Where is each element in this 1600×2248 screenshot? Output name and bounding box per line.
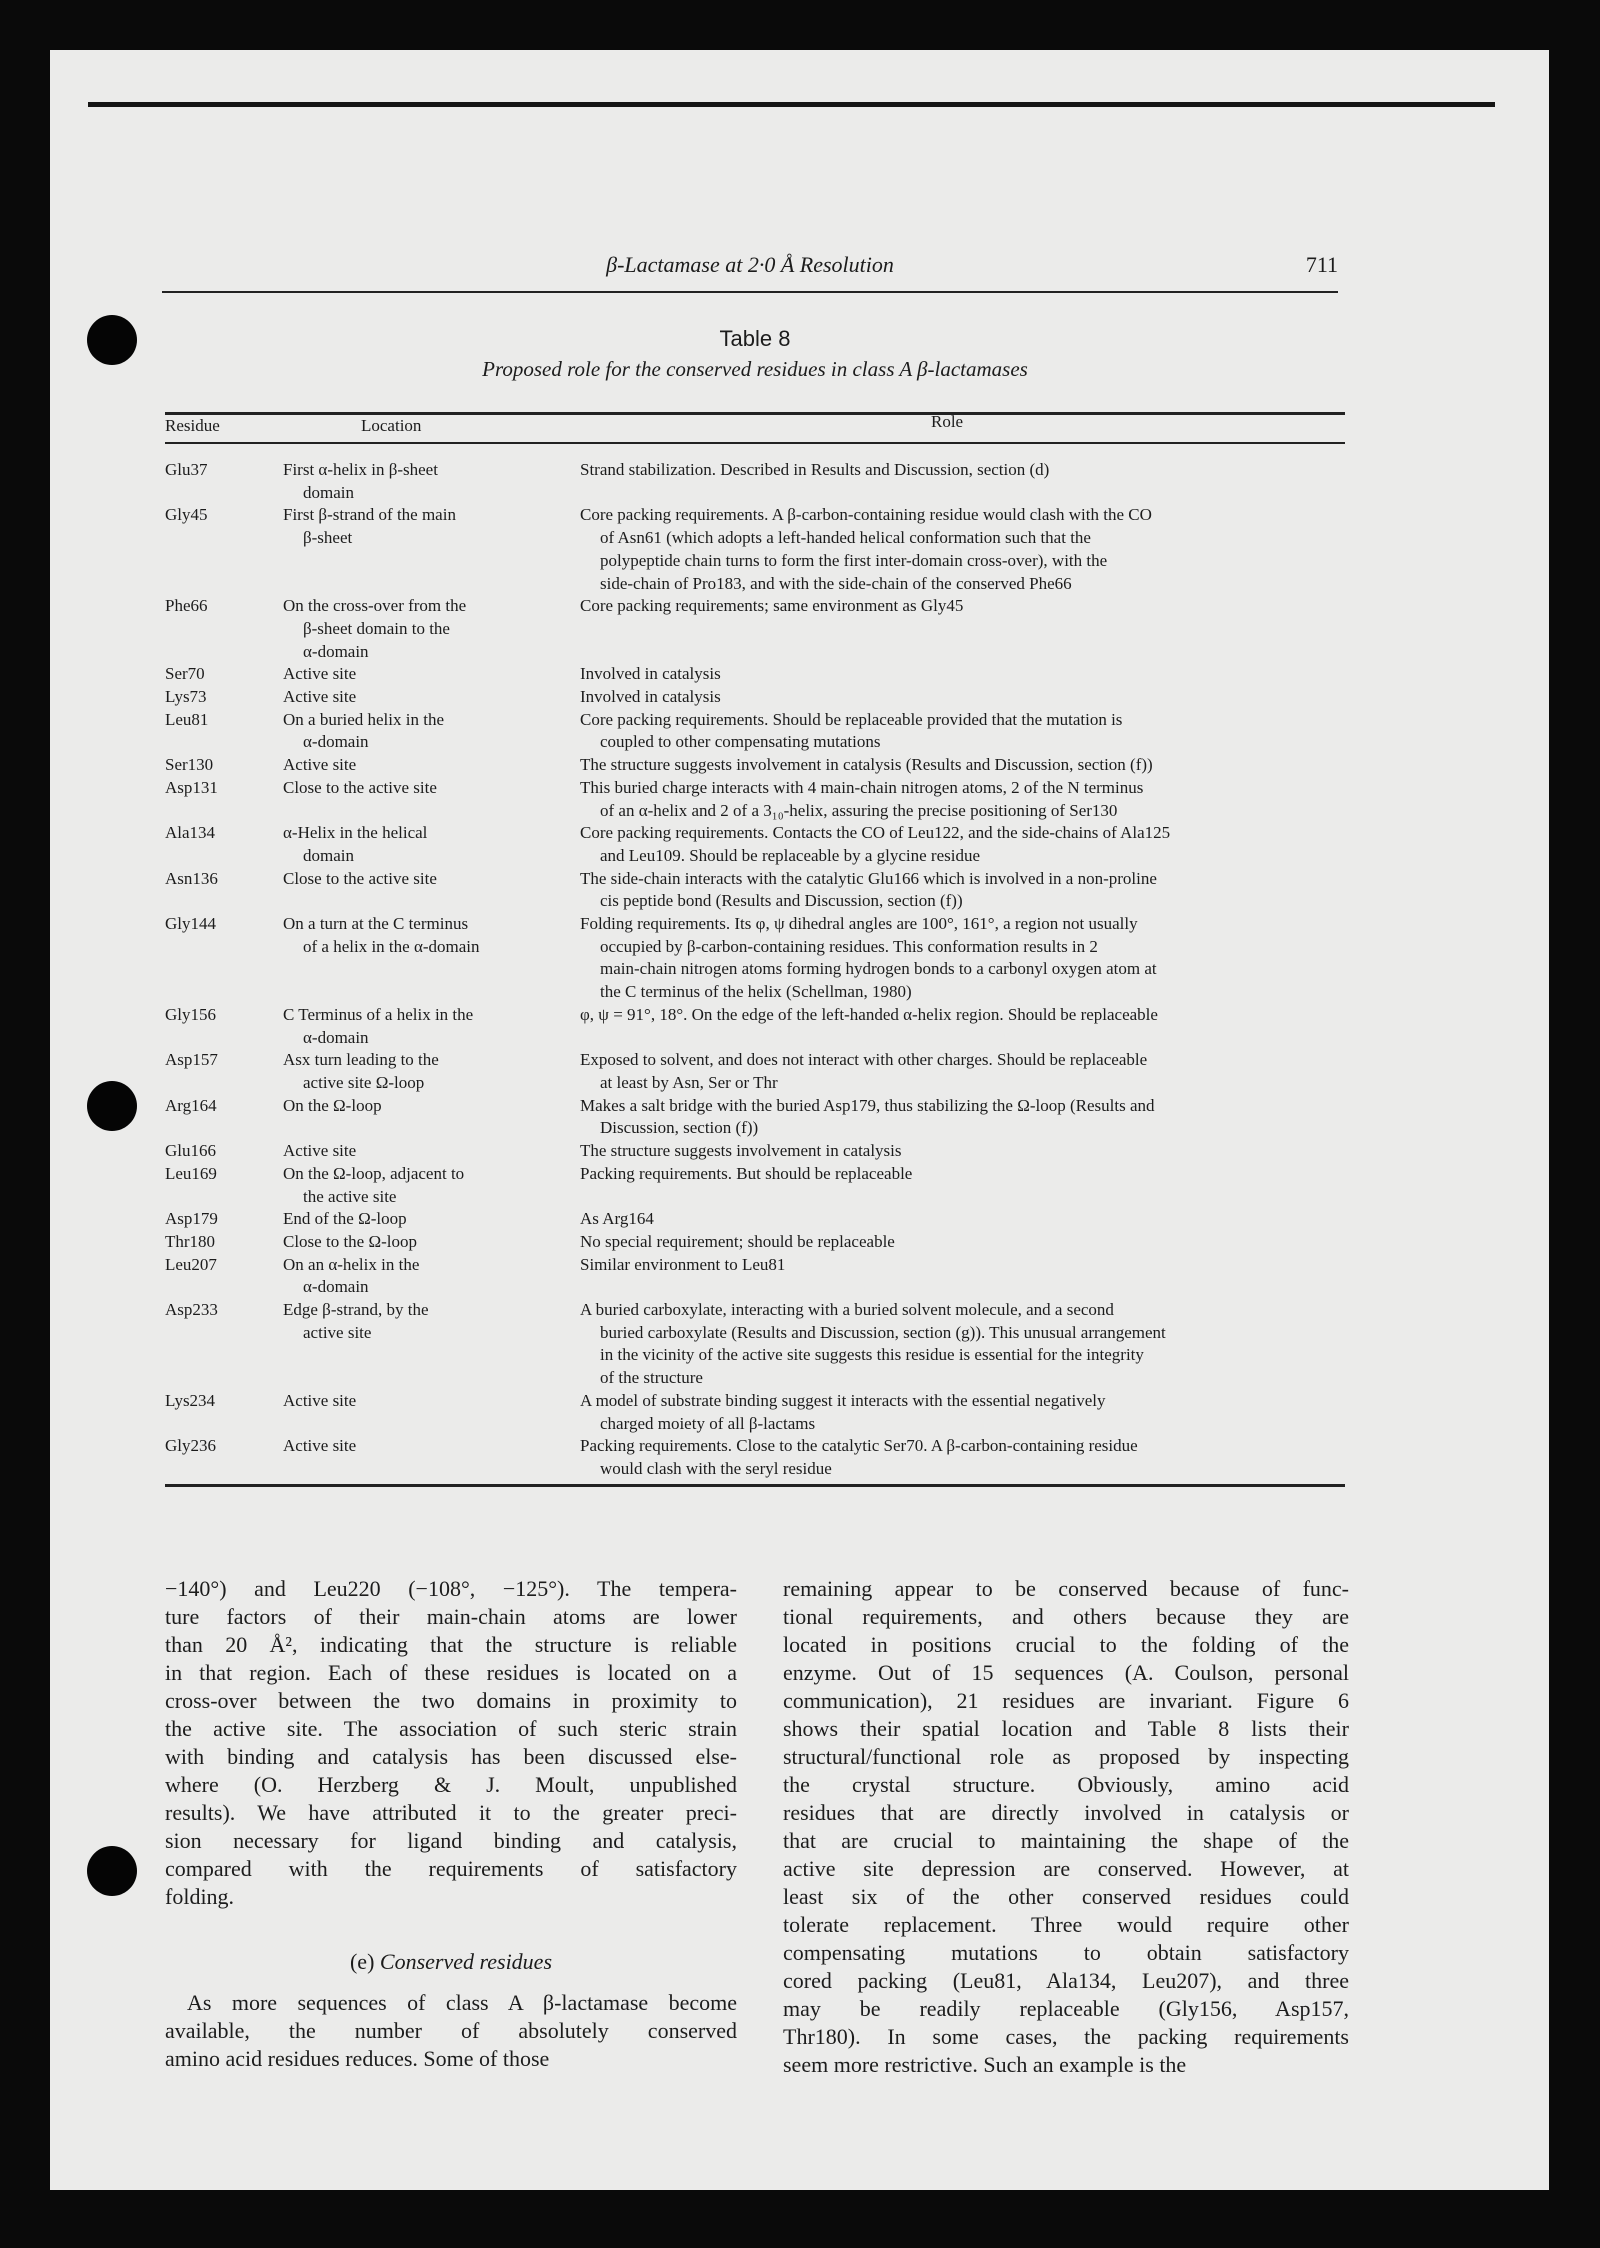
role-cell-line: occupied by β-carbon-containing residues. This conformation results in 2: [600, 936, 1098, 956]
residue-cell: Asp131: [165, 777, 218, 797]
table-title: Table 8: [719, 326, 791, 351]
binder-hole: [87, 1846, 137, 1896]
text-line: that are crucial to maintaining the shape of the: [783, 1828, 1349, 1853]
location-cell-line: β-sheet domain to the: [303, 618, 450, 638]
role-cell-line: cis peptide bond (Results and Discussion, section (f)): [600, 891, 963, 911]
table-row: [165, 1390, 1345, 1435]
role-cell-line: Folding requirements. Its φ, ψ dihedral angles are 100°, 161°, a region not usually: [580, 914, 1138, 934]
text-line: cross-over between the two domains in proximity to: [165, 1688, 737, 1713]
header-residue: Residue: [165, 416, 220, 435]
residue-cell: Glu166: [165, 1141, 216, 1161]
location-cell-line: α-domain: [303, 1027, 369, 1047]
table-row: [165, 1299, 1345, 1390]
role-cell-line: main-chain nitrogen atoms forming hydrogen bonds to a carbonyl oxygen atom at: [600, 959, 1157, 979]
residue-cell: Leu207: [165, 1254, 217, 1274]
role-cell-line: Packing requirements. But should be replaceable: [580, 1163, 913, 1183]
location-cell-line: On the Ω-loop: [283, 1095, 382, 1115]
table-row: [165, 1208, 1345, 1231]
running-header: [162, 252, 1338, 282]
role-cell-line: polypeptide chain turns to form the first inter-domain cross-over), with the: [600, 550, 1108, 570]
location-cell-line: Active site: [283, 1390, 357, 1410]
text-line: than 20 Å², indicating that the structure is reliable: [165, 1632, 737, 1657]
binder-hole: [87, 1081, 137, 1131]
residue-cell: Asp157: [165, 1050, 218, 1070]
role-cell-line: Discussion, section (f)): [600, 1118, 759, 1138]
role-cell-line: of Asn61 (which adopts a left-handed helical conformation such that the: [600, 528, 1091, 548]
role-cell-line: charged moiety of all β-lactams: [600, 1413, 816, 1433]
text-line: with binding and catalysis has been discussed else-: [165, 1744, 737, 1769]
text-line: communication), 21 residues are invariant. Figure 6: [783, 1688, 1349, 1713]
location-cell-line: Asx turn leading to the: [283, 1050, 439, 1070]
role-cell-line: Packing requirements. Close to the catalytic Ser70. A β-carbon-containing residue: [580, 1436, 1138, 1456]
role-cell-line: Core packing requirements; same environment as Gly45: [580, 596, 964, 616]
residue-cell: Asp233: [165, 1300, 218, 1320]
text-line: tional requirements, and others because they are: [783, 1604, 1349, 1629]
residue-cell: Gly144: [165, 914, 216, 934]
table-row: [165, 1435, 1345, 1480]
location-cell-line: domain: [303, 845, 354, 865]
header-rule: [162, 291, 1338, 293]
role-cell-line: of the structure: [600, 1368, 703, 1388]
top-rule: [88, 102, 1495, 107]
text-line: results). We have attributed it to the greater preci-: [165, 1800, 737, 1825]
role-cell-line: The side-chain interacts with the catalytic Glu166 which is involved in a non-proline: [580, 868, 1157, 888]
location-cell-line: End of the Ω-loop: [283, 1209, 407, 1229]
table-row: [165, 504, 1345, 595]
role-cell-line: Strand stabilization. Described in Results and Discussion, section (d): [580, 460, 1050, 479]
location-cell-line: α-domain: [303, 1277, 369, 1297]
table-row: [165, 459, 1345, 504]
residue-cell: Gly236: [165, 1436, 216, 1456]
role-cell-line: of an α-helix and 2 of a 3₁₀-helix, assuring the precise positioning of Ser130: [600, 800, 1118, 820]
role-cell-line: buried carboxylate (Results and Discussion, section (g)). This unusual arrangement: [600, 1322, 1166, 1342]
table-top-rule: [165, 412, 1345, 415]
residue-cell: Phe66: [165, 596, 208, 616]
role-cell-line: A buried carboxylate, interacting with a buried solvent molecule, and a second: [580, 1300, 1114, 1320]
text-line: available, the number of absolutely conserved: [165, 2018, 737, 2043]
text-line: enzyme. Out of 15 sequences (A. Coulson, personal: [783, 1660, 1349, 1685]
table-row: [165, 1049, 1345, 1094]
residue-cell: Leu169: [165, 1163, 217, 1183]
text-line: may be readily replaceable (Gly156, Asp157,: [783, 1996, 1349, 2021]
residue-cell: Thr180: [165, 1231, 216, 1251]
table-row: [165, 913, 1345, 1004]
role-cell-line: Core packing requirements. Contacts the CO of Leu122, and the side-chains of Ala125: [580, 823, 1171, 843]
table-row: [165, 686, 1345, 709]
residue-cell: Glu37: [165, 460, 208, 479]
location-cell-line: β-sheet: [303, 528, 353, 548]
location-cell-line: Close to the Ω-loop: [283, 1231, 417, 1251]
location-cell-line: On an α-helix in the: [283, 1254, 420, 1274]
role-cell-line: Core packing requirements. A β-carbon-containing residue would clash with the CO: [580, 505, 1152, 525]
role-cell-line: and Leu109. Should be replaceable by a glycine residue: [600, 845, 981, 865]
residue-cell: Lys73: [165, 687, 207, 707]
text-line: As more sequences of class A β-lactamase become: [187, 1990, 737, 2015]
left-column-paragraph-1: [165, 1575, 737, 1911]
role-cell-line: side-chain of Pro183, and with the side-chain of the conserved Phe66: [600, 573, 1072, 593]
table-row: [165, 1254, 1345, 1299]
text-line: tolerate replacement. Three would require other: [783, 1912, 1349, 1937]
location-cell-line: active site Ω-loop: [303, 1072, 425, 1092]
role-cell-line: Similar environment to Leu81: [580, 1254, 786, 1274]
residue-cell: Gly156: [165, 1004, 216, 1024]
role-cell-line: The structure suggests involvement in catalysis: [580, 1141, 902, 1161]
table-row: [165, 777, 1345, 822]
text-line: sion necessary for ligand binding and catalysis,: [165, 1828, 737, 1853]
residue-cell: Ser70: [165, 664, 205, 684]
residue-cell: Ala134: [165, 823, 216, 843]
text-line: folding.: [165, 1884, 235, 1909]
text-line: structural/functional role as proposed by inspecting: [783, 1744, 1349, 1769]
residue-cell: Asn136: [165, 868, 218, 888]
section-title: Conserved residues: [379, 1949, 553, 1974]
page-number: 711: [1305, 252, 1338, 277]
location-cell-line: Active site: [283, 664, 357, 684]
table-row: [165, 1163, 1345, 1208]
text-line: the active site. The association of such steric strain: [165, 1716, 737, 1741]
table-row: [165, 709, 1345, 754]
table-row: [165, 1140, 1345, 1163]
role-cell-line: Makes a salt bridge with the buried Asp179, thus stabilizing the Ω-loop (Results and: [580, 1095, 1155, 1115]
location-cell-line: Active site: [283, 1141, 357, 1161]
table-bottom-rule: [165, 1484, 1345, 1487]
location-cell-line: Active site: [283, 1436, 357, 1456]
text-line: where (O. Herzberg & J. Moult, unpublished: [165, 1772, 737, 1797]
header-location: Location: [361, 416, 422, 435]
role-cell-line: would clash with the seryl residue: [600, 1458, 832, 1478]
right-column: [783, 1575, 1349, 2079]
role-cell-line: coupled to other compensating mutations: [600, 732, 881, 752]
role-cell-line: Involved in catalysis: [580, 687, 721, 707]
role-cell-line: at least by Asn, Ser or Thr: [600, 1072, 778, 1092]
role-cell-line: Exposed to solvent, and does not interact with other charges. Should be replaceable: [580, 1050, 1148, 1070]
section-heading: [165, 1949, 737, 1975]
location-cell-line: On a turn at the C terminus: [283, 914, 469, 934]
text-line: amino acid residues reduces. Some of those: [165, 2046, 550, 2071]
text-line: Thr180). In some cases, the packing requirements: [783, 2024, 1349, 2049]
location-cell-line: α-domain: [303, 641, 369, 661]
text-line: least six of the other conserved residues could: [783, 1884, 1349, 1909]
location-cell-line: First β-strand of the main: [283, 505, 456, 525]
location-cell-line: Close to the active site: [283, 868, 437, 888]
text-line: residues that are directly involved in catalysis or: [783, 1800, 1349, 1825]
text-line: compensating mutations to obtain satisfactory: [783, 1940, 1349, 1965]
table-row: [165, 754, 1345, 777]
location-cell-line: domain: [303, 482, 354, 502]
text-line: the crystal structure. Obviously, amino acid: [783, 1772, 1349, 1797]
residue-cell: Leu81: [165, 709, 209, 729]
role-cell-line: A model of substrate binding suggest it interacts with the essential negatively: [580, 1390, 1106, 1410]
text-line: seem more restrictive. Such an example is the: [783, 2052, 1187, 2077]
text-line: −140°) and Leu220 (−108°, −125°). The tempera-: [165, 1576, 737, 1601]
table-body: [165, 459, 1345, 1481]
residue-cell: Arg164: [165, 1095, 217, 1115]
location-cell-line: Active site: [283, 687, 357, 707]
section-label: (e): [349, 1949, 375, 1974]
text-line: located in positions crucial to the folding of the: [783, 1632, 1349, 1657]
location-cell-line: of a helix in the α-domain: [303, 936, 480, 956]
role-cell-line: As Arg164: [580, 1209, 654, 1229]
table-row: [165, 663, 1345, 686]
location-cell-line: First α-helix in β-sheet: [283, 460, 438, 479]
role-cell-line: This buried charge interacts with 4 main-chain nitrogen atoms, 2 of the N terminus: [580, 777, 1144, 797]
text-line: remaining appear to be conserved because of func-: [783, 1576, 1349, 1601]
table-row: [165, 1231, 1345, 1254]
text-line: ture factors of their main-chain atoms are lower: [165, 1604, 737, 1629]
residue-cell: Ser130: [165, 755, 214, 775]
residue-cell: Gly45: [165, 505, 208, 525]
text-line: compared with the requirements of satisfactory: [165, 1856, 737, 1881]
running-title: β-Lactamase at 2·0 Å Resolution: [606, 252, 894, 277]
binder-hole: [87, 315, 137, 365]
role-cell-line: Involved in catalysis: [580, 664, 721, 684]
role-cell-line: The structure suggests involvement in catalysis (Results and Discussion, section (f)): [580, 755, 1153, 775]
table-header-rule: [165, 442, 1345, 444]
table-row: [165, 595, 1345, 663]
residue-cell: Lys234: [165, 1390, 216, 1410]
location-cell-line: On a buried helix in the: [283, 709, 444, 729]
role-cell-line: in the vicinity of the active site suggests this residue is essential for the integrity: [600, 1345, 1144, 1365]
location-cell-line: α-domain: [303, 732, 369, 752]
text-line: shows their spatial location and Table 8 lists their: [783, 1716, 1349, 1741]
text-line: cored packing (Leu81, Ala134, Leu207), and three: [783, 1968, 1349, 1993]
role-cell-line: φ, ψ = 91°, 18°. On the edge of the left-handed α-helix region. Should be replaceable: [580, 1004, 1158, 1024]
table-row: [165, 822, 1345, 867]
header-role: Role: [931, 412, 964, 431]
role-cell-line: the C terminus of the helix (Schellman, 1980): [600, 982, 912, 1002]
location-cell-line: C Terminus of a helix in the: [283, 1004, 474, 1024]
table-row: [165, 868, 1345, 913]
location-cell-line: On the Ω-loop, adjacent to: [283, 1163, 465, 1183]
table-row: [165, 1095, 1345, 1140]
table-caption: Proposed role for the conserved residues in class A β-lactamases: [482, 357, 1028, 381]
location-cell-line: the active site: [303, 1186, 397, 1206]
location-cell-line: Active site: [283, 755, 357, 775]
table-row: [165, 1004, 1345, 1049]
role-cell-line: Core packing requirements. Should be replaceable provided that the mutation is: [580, 709, 1123, 729]
residue-cell: Asp179: [165, 1209, 218, 1229]
location-cell-line: On the cross-over from the: [283, 596, 467, 616]
text-line: in that region. Each of these residues is located on a: [165, 1660, 737, 1685]
location-cell-line: active site: [303, 1322, 372, 1342]
location-cell-line: α-Helix in the helical: [283, 823, 428, 843]
location-cell-line: Close to the active site: [283, 777, 437, 797]
location-cell-line: Edge β-strand, by the: [283, 1300, 429, 1320]
left-column-paragraph-2: [165, 1989, 737, 2073]
role-cell-line: No special requirement; should be replaceable: [580, 1231, 895, 1251]
text-line: active site depression are conserved. However, at: [783, 1856, 1349, 1881]
